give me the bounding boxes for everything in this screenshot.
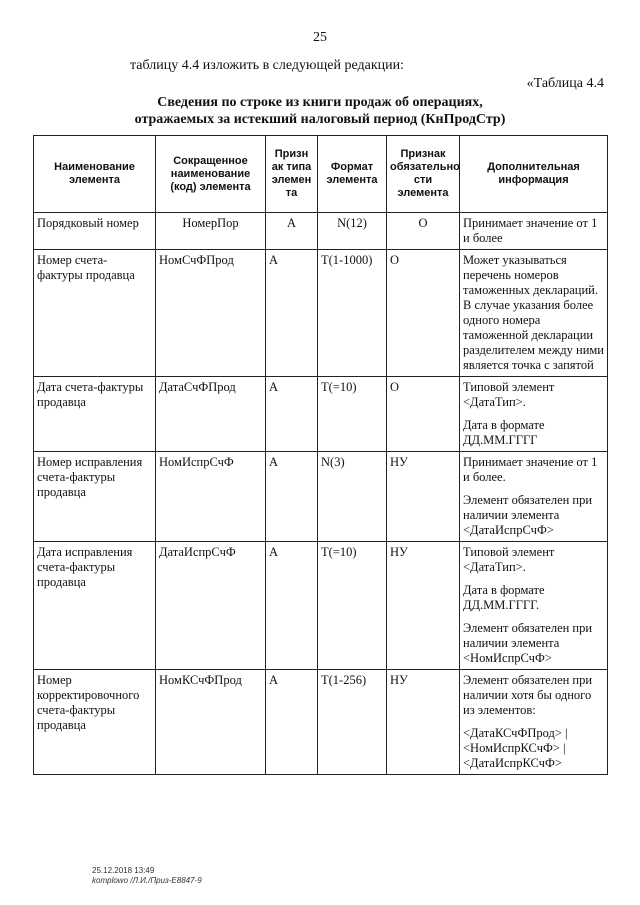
cell-required-flag: НУ [387, 542, 460, 670]
cell-element-format: T(1-256) [318, 670, 387, 775]
info-paragraph: Элемент обязателен при наличии элемента <ДатаИспрСчФ> [463, 493, 593, 537]
table-header-row [34, 136, 608, 213]
info-paragraph: Может указываться перечень номеров таможенных деклараций. В случае указания более одного номера таможенной декларации разделителем между ними является точка с запятой [463, 253, 604, 372]
cell-element-name: Порядковый номер [34, 213, 156, 250]
elements-table [33, 135, 608, 775]
info-paragraph: Дата в формате ДД.ММ.ГГГГ [463, 418, 545, 447]
header-required-flag: Признак обязательно сти элемента [387, 136, 460, 213]
cell-element-format: T(1-1000) [318, 250, 387, 377]
cell-element-type: А [266, 542, 318, 670]
cell-element-code: НомКСчФПрод [156, 670, 266, 775]
footer-date: 25.12.2018 13:49 [92, 866, 155, 875]
cell-element-name: Дата исправления счета-фактуры продавца [34, 542, 156, 670]
cell-element-name: Дата счета-фактуры продавца [34, 377, 156, 452]
info-paragraph: Принимает значение от 1 и более [463, 216, 598, 245]
cell-element-type: А [266, 452, 318, 542]
cell-element-code: НомСчФПрод [156, 250, 266, 377]
cell-element-code: ДатаИспрСчФ [156, 542, 266, 670]
intro-text: таблицу 4.4 изложить в следующей редакции: [130, 58, 405, 73]
header-element-type: Призн ак типа элемен та [266, 136, 318, 213]
cell-additional-info [460, 452, 608, 542]
cell-element-code: НомерПор [156, 213, 266, 250]
cell-element-code: НомИспрСчФ [156, 452, 266, 542]
cell-element-format: N(3) [318, 452, 387, 542]
footer-reference: komplowo /Л.И./Приз-Е8847-9 [92, 876, 202, 885]
page-number: 25 [313, 30, 327, 45]
cell-additional-info [460, 542, 608, 670]
info-paragraph: <ДатаКСчФПрод> | <НомИспрКСчФ> | <ДатаИспрКСчФ> [463, 726, 568, 770]
info-paragraph: Элемент обязателен при наличии элемента <НомИспрСчФ> [463, 621, 593, 665]
info-paragraph: Принимает значение от 1 и более. [463, 455, 598, 484]
cell-element-name: Номер исправления счета-фактуры продавца [34, 452, 156, 542]
cell-required-flag: О [387, 213, 460, 250]
cell-element-code: ДатаСчФПрод [156, 377, 266, 452]
cell-element-type: А [266, 670, 318, 775]
table-title [0, 94, 640, 128]
cell-additional-info [460, 250, 608, 377]
cell-element-name: Номер счета-фактуры продавца [34, 250, 156, 377]
cell-element-type: А [266, 377, 318, 452]
header-element-code: Сокращенное наименование (код) элемента [156, 136, 266, 213]
info-paragraph: Дата в формате ДД.ММ.ГГГГ. [463, 583, 545, 612]
info-paragraph: Типовой элемент <ДатаТип>. [463, 545, 555, 574]
cell-additional-info [460, 213, 608, 250]
info-paragraph: Типовой элемент <ДатаТип>. [463, 380, 555, 409]
footer [92, 866, 202, 886]
cell-element-format: N(12) [318, 213, 387, 250]
table-title-line-2: отражаемых за истекший налоговый период (КнПродСтр) [134, 112, 506, 127]
table-reference: «Таблица 4.4 [526, 76, 604, 91]
table-row [34, 250, 608, 377]
cell-required-flag: НУ [387, 452, 460, 542]
header-element-format: Формат элемента [318, 136, 387, 213]
cell-additional-info [460, 377, 608, 452]
table-row [34, 377, 608, 452]
cell-element-format: T(=10) [318, 377, 387, 452]
cell-required-flag: О [387, 377, 460, 452]
cell-element-format: T(=10) [318, 542, 387, 670]
table-title-line-1: Сведения по строке из книги продаж об операциях, [157, 95, 483, 110]
cell-element-type: А [266, 250, 318, 377]
table-row [34, 452, 608, 542]
header-additional-info: Дополнительная информация [460, 136, 608, 213]
table-row [34, 542, 608, 670]
header-element-name: Наименование элемента [34, 136, 156, 213]
cell-element-name: Номер корректировочного счета-фактуры продавца [34, 670, 156, 775]
info-paragraph: Элемент обязателен при наличии хотя бы одного из элементов: [463, 673, 593, 717]
table-row [34, 213, 608, 250]
cell-element-type: А [266, 213, 318, 250]
table-row [34, 670, 608, 775]
cell-additional-info [460, 670, 608, 775]
cell-required-flag: О [387, 250, 460, 377]
cell-required-flag: НУ [387, 670, 460, 775]
